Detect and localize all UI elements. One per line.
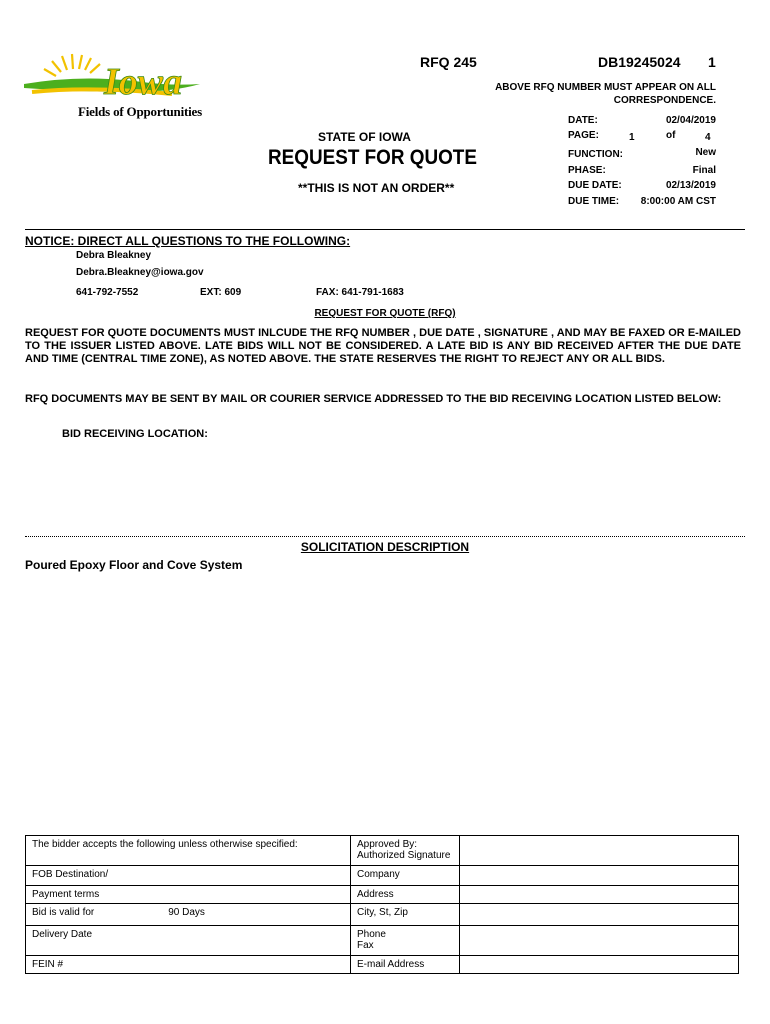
- contact-fax: FAX: 641-791-1683: [316, 287, 404, 298]
- logo-tagline: Fields of Opportunities: [78, 104, 202, 119]
- approved-cell: [351, 836, 460, 866]
- email-label: E-mail Address: [351, 956, 460, 974]
- approved-by-label: Approved By:: [357, 839, 418, 850]
- address-field[interactable]: [460, 886, 739, 904]
- signature-field[interactable]: [460, 836, 739, 866]
- company-label: Company: [351, 866, 460, 886]
- terms-table: [25, 835, 739, 974]
- page-label: PAGE:: [568, 130, 599, 141]
- table-row: [26, 904, 739, 926]
- date-value: 02/04/2019: [665, 115, 716, 126]
- solicitation-description: Poured Epoxy Floor and Cove System: [25, 558, 243, 572]
- table-row: [26, 866, 739, 886]
- function-label: FUNCTION:: [568, 149, 623, 160]
- fob-cell: FOB Destination/: [26, 866, 351, 886]
- bid-valid-cell: [26, 904, 351, 926]
- sun-rays-icon: [44, 54, 100, 76]
- due-time-label: DUE TIME:: [568, 196, 620, 207]
- divider: [25, 229, 745, 230]
- rfq-paragraph-2: RFQ DOCUMENTS MAY BE SENT BY MAIL OR COURIER SERVICE ADDRESSED TO THE BID RECEIVING LOCATION LISTED BELOW:: [25, 393, 722, 405]
- state-name: STATE OF IOWA: [318, 130, 411, 144]
- svg-text:Iowa: Iowa: [104, 61, 183, 103]
- bid-valid-label: Bid is valid for: [32, 907, 95, 918]
- rfq-paragraph-1: REQUEST FOR QUOTE DOCUMENTS MUST INLCUDE THE RFQ NUMBER , DUE DATE , SIGNATURE , AND MAY BE FAXED OR E-MAILED TO THE ISSUER LISTED ABOVE. LATE BIDS WILL NOT BE CONSIDERED. A LATE BID IS ANY BID RECEIVED AFTER THE DUE DATE AND TIME (CENTRAL TIME ZONE), AS NOTED ABOVE. THE STATE RESERVES THE RIGHT TO REJECT ANY OR ALL BIDS.: [25, 327, 741, 365]
- company-field[interactable]: [460, 866, 739, 886]
- page-total: 4: [705, 132, 711, 143]
- date-label: DATE:: [568, 115, 598, 126]
- due-date-value: 02/13/2019: [665, 180, 716, 191]
- payment-terms-cell: Payment terms: [26, 886, 351, 904]
- page-number: 1: [629, 132, 635, 143]
- phase-value: Final: [692, 165, 716, 176]
- fax-label: Fax: [357, 940, 374, 951]
- address-label: Address: [351, 886, 460, 904]
- due-date-label: DUE DATE:: [568, 180, 622, 191]
- rfq-section-heading: REQUEST FOR QUOTE (RFQ): [314, 308, 456, 319]
- delivery-date-cell: Delivery Date: [26, 926, 351, 956]
- contact-email: Debra.Bleakney@iowa.gov: [76, 267, 204, 278]
- notice-heading: NOTICE: DIRECT ALL QUESTIONS TO THE FOLLOWING:: [25, 234, 351, 248]
- table-row: [26, 836, 739, 866]
- table-row: [26, 956, 739, 974]
- table-row: [26, 886, 739, 904]
- function-value: New: [695, 147, 716, 158]
- solicitation-heading: SOLICITATION DESCRIPTION: [300, 540, 470, 554]
- bid-location-label: BID RECEIVING LOCATION:: [62, 428, 208, 440]
- phone-fax-cell: [351, 926, 460, 956]
- rfq-note: ABOVE RFQ NUMBER MUST APPEAR ON ALL CORRESPONDENCE.: [495, 82, 716, 106]
- rfq-number: DB19245024: [598, 54, 681, 70]
- accepts-cell: The bidder accepts the following unless otherwise specified:: [26, 836, 351, 866]
- phone-fax-field[interactable]: [460, 926, 739, 956]
- phone-label: Phone: [357, 929, 386, 940]
- phase-label: PHASE:: [568, 165, 606, 176]
- table-row: [26, 926, 739, 956]
- bid-valid-value: 90 Days: [168, 907, 205, 918]
- rfq-suffix: 1: [708, 54, 716, 70]
- due-time-value: 8:00:00 AM CST: [640, 196, 716, 207]
- contact-phone: 641-792-7552: [76, 287, 139, 298]
- page-title: REQUEST FOR QUOTE: [268, 146, 477, 169]
- divider: [25, 536, 745, 537]
- city-label: City, St, Zip: [351, 904, 460, 926]
- not-order-notice: **THIS IS NOT AN ORDER**: [298, 181, 455, 195]
- contact-ext: EXT: 609: [200, 287, 242, 298]
- fein-cell: FEIN #: [26, 956, 351, 974]
- contact-name: Debra Bleakney: [76, 250, 152, 261]
- authorized-signature-label: Authorized Signature: [357, 850, 451, 861]
- city-field[interactable]: [460, 904, 739, 926]
- page-of: of: [666, 130, 676, 141]
- email-field[interactable]: [460, 956, 739, 974]
- rfq-label: RFQ 245: [420, 54, 477, 70]
